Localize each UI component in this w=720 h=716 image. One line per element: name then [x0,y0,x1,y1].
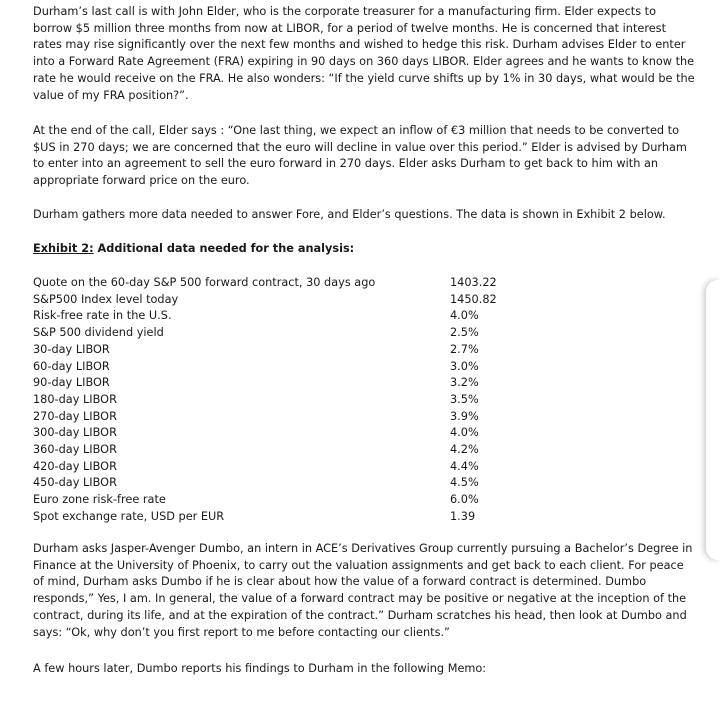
paragraph-data-gathering: Durham gathers more data needed to answer Fore, and Elder’s questions. The data is shown in Exhibit 2 below. [33,208,666,221]
table-row [33,425,513,442]
row-label: Quote on the 60-day S&P 500 forward contract, 30 days ago [33,276,376,289]
table-row [33,475,513,492]
row-value: 4.2% [450,443,479,457]
table-row [33,459,513,476]
row-value: 4.5% [450,476,479,490]
row-value: 1.39 [450,509,476,523]
row-value: 4.0% [450,309,479,323]
exhibit-data-table [33,275,513,526]
row-label: 30-day LIBOR [33,342,110,356]
table-row [33,442,513,459]
row-value: 4.0% [450,426,479,440]
row-label: 270-day LIBOR [33,409,117,423]
table-row [33,409,513,426]
row-label: 450-day LIBOR [33,476,117,490]
table-row [33,392,513,409]
row-label: Risk-free rate in the U.S. [33,309,172,323]
table-row [33,359,513,376]
table-row [33,509,513,526]
row-value: 6.0% [450,493,479,507]
row-label: 90-day LIBOR [33,376,110,390]
row-value: 3.0% [450,359,479,373]
side-panel-handle[interactable] [706,280,720,560]
paragraph-dumbo-assignment: Durham asks Jasper-Avenger Dumbo, an intern in ACE’s Derivatives Group currently pursuing a Bachelor’s Degree in Finance at the University of Phoenix, to carry out the valuation assignments and get back to each client. For peace of mind, Durham asks Dumbo if he is clear about how the value of a forward contract is determined. Dumbo responds,” Yes, I am. In general, the value of a forward contract may be positive or negative at the inception of the contract, during its life, and at the expiration of the contract.” Durham scratches his head, then look at Dumbo and says: “Ok, why don’t you first report to me before contacting our clients.” [33,542,693,639]
row-label: 360-day LIBOR [33,443,117,457]
row-label: S&P 500 dividend yield [33,326,164,340]
table-row [33,375,513,392]
row-label: Euro zone risk-free rate [33,493,166,507]
table-row [33,308,513,325]
row-value: 4.4% [450,459,479,473]
exhibit-heading [33,241,354,257]
paragraph-memo-intro: A few hours later, Dumbo reports his findings to Durham in the following Memo: [33,662,487,675]
row-label: 300-day LIBOR [33,426,117,440]
row-label: 180-day LIBOR [33,392,117,406]
paragraph-euro-inflow: At the end of the call, Elder says : “One last thing, we expect an inflow of €3 million that needs to be converted to $US in 270 days; we are concerned that the euro will decline in value over this period.” Elder is advised by Durham to enter into an agreement to sell the euro forward in 270 days. Elder asks Durham to get back to him with an appropriate forward price on the euro. [33,124,687,188]
row-label: 60-day LIBOR [33,359,110,373]
row-value: 3.9% [450,409,479,423]
row-value: 3.2% [450,376,479,390]
exhibit-label: Exhibit 2: [33,242,94,255]
row-value: 2.5% [450,326,479,340]
paragraph-elder-call: Durham’s last call is with John Elder, who is the corporate treasurer for a manufacturing firm. Elder expects to borrow $5 million three months from now at LIBOR, for a period of twelve months. He is concerned that interest rates may rise significantly over the next few months and wished to hedge this risk. Durham advises Elder to enter into a Forward Rate Agreement (FRA) expiring in 90 days on 360 days LIBOR. Elder agrees and he wants to know the rate he would receive on the FRA. He also wonders: “If the yield curve shifts up by 1% in 30 days, what would be the value of my FRA position?”. [33,5,695,102]
row-label: Spot exchange rate, USD per EUR [33,509,225,523]
row-value: 1450.82 [450,292,497,306]
table-row [33,325,513,342]
table-row [33,342,513,359]
row-value: 3.5% [450,392,479,406]
table-row [33,492,513,509]
row-value: 2.7% [450,342,479,356]
table-row [33,292,513,309]
row-value: 1403.22 [450,276,497,289]
row-label: S&P500 Index level today [33,292,179,306]
table-row [33,275,513,292]
exhibit-title: Additional data needed for the analysis: [93,242,355,255]
row-label: 420-day LIBOR [33,459,117,473]
